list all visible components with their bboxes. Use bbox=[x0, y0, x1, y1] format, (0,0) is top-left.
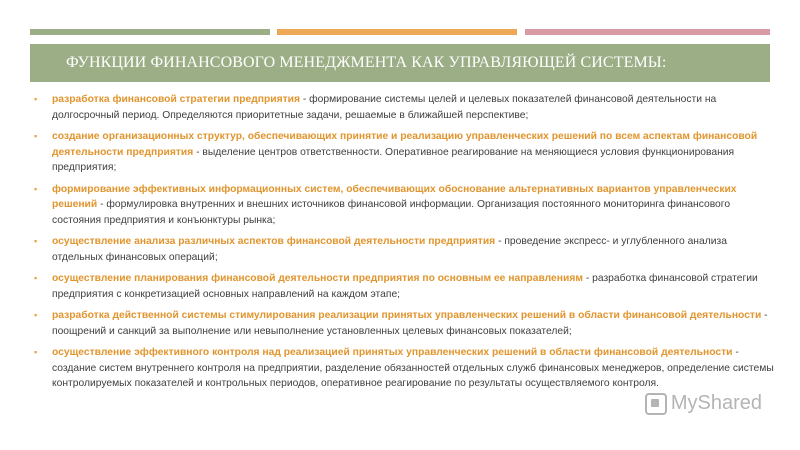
item-text: - поощрений и санкций за выполнение или невыполнение установленных целевых финансовых показателей; bbox=[52, 310, 768, 337]
accent-bar-pink bbox=[525, 29, 770, 35]
bullet-icon: ▪ bbox=[34, 131, 38, 141]
list-item bbox=[34, 182, 774, 229]
list-item bbox=[34, 129, 774, 176]
accent-bar-green bbox=[30, 29, 270, 35]
item-text: - проведение экспресс- и углубленного анализа отдельных финансовых операций; bbox=[52, 236, 727, 263]
list-item bbox=[34, 234, 774, 265]
myshared-logo-icon bbox=[645, 393, 667, 415]
watermark-text: MyShared bbox=[670, 392, 762, 414]
top-accent-bars bbox=[30, 29, 770, 35]
watermark bbox=[645, 392, 762, 415]
bullet-icon: ▪ bbox=[34, 347, 38, 357]
bullet-icon: ▪ bbox=[34, 273, 38, 283]
item-text: - формирование системы целей и целевых показателей финансовой деятельности на долгосрочный период. Определяются приоритетные задачи, решаемые в ближайшей перспективе; bbox=[52, 94, 717, 121]
item-text: - разработка финансовой стратегии предприятия с конкретизацией основных направлений на каждом этапе; bbox=[52, 273, 758, 300]
accent-bar-orange bbox=[277, 29, 517, 35]
item-lead: создание организационных структур, обеспечивающих принятие и реализацию управленческих решений по всем аспектам финансовой деятельности предприятия bbox=[52, 131, 758, 158]
item-lead: осуществление анализа различных аспектов финансовой деятельности предприятия bbox=[52, 236, 496, 247]
bullet-list bbox=[34, 92, 774, 398]
list-item bbox=[34, 345, 774, 392]
item-lead: формирование эффективных информационных систем, обеспечивающих обоснование альтернативных вариантов управленческих решений bbox=[52, 183, 737, 210]
item-lead: осуществление эффективного контроля над реализацией принятых управленческих решений в области финансовой деятельности bbox=[52, 347, 733, 358]
title-band bbox=[30, 44, 770, 82]
bullet-icon: ▪ bbox=[34, 183, 38, 194]
item-text: - формулировка внутренних и внешних источников финансовой информации. Организация постоянного мониторинга финансового состояния предприятия и конъюнктуры рынка; bbox=[52, 199, 731, 226]
bullet-icon: ▪ bbox=[34, 310, 38, 320]
bullet-icon: ▪ bbox=[34, 94, 38, 104]
item-lead: разработка финансовой стратегии предприятия bbox=[52, 94, 301, 105]
item-text: - выделение центров ответственности. Оперативное реагирование на меняющиеся условия функционирования предприятия; bbox=[52, 146, 735, 173]
list-item bbox=[34, 271, 774, 302]
item-text: - создание систем внутреннего контроля на предприятии, разделение обязанностей отдельных служб финансовых менеджеров, определение системы контролируемых показателей и контрольных периодов, оперативное реагирование по результаты осуществляемого контроля. bbox=[52, 347, 774, 389]
item-lead: осуществление планирования финансовой деятельности предприятия по основным ее направлениям bbox=[52, 273, 583, 284]
slide-title: ФУНКЦИИ ФИНАНСОВОГО МЕНЕДЖМЕНТА КАК УПРАВЛЯЮЩЕЙ СИСТЕМЫ: bbox=[66, 54, 667, 71]
list-item bbox=[34, 308, 774, 339]
item-lead: разработка действенной системы стимулирования реализации принятых управленческих решений в области финансовой деятельности bbox=[52, 310, 762, 321]
list-item bbox=[34, 92, 774, 123]
bullet-icon: ▪ bbox=[34, 236, 38, 246]
